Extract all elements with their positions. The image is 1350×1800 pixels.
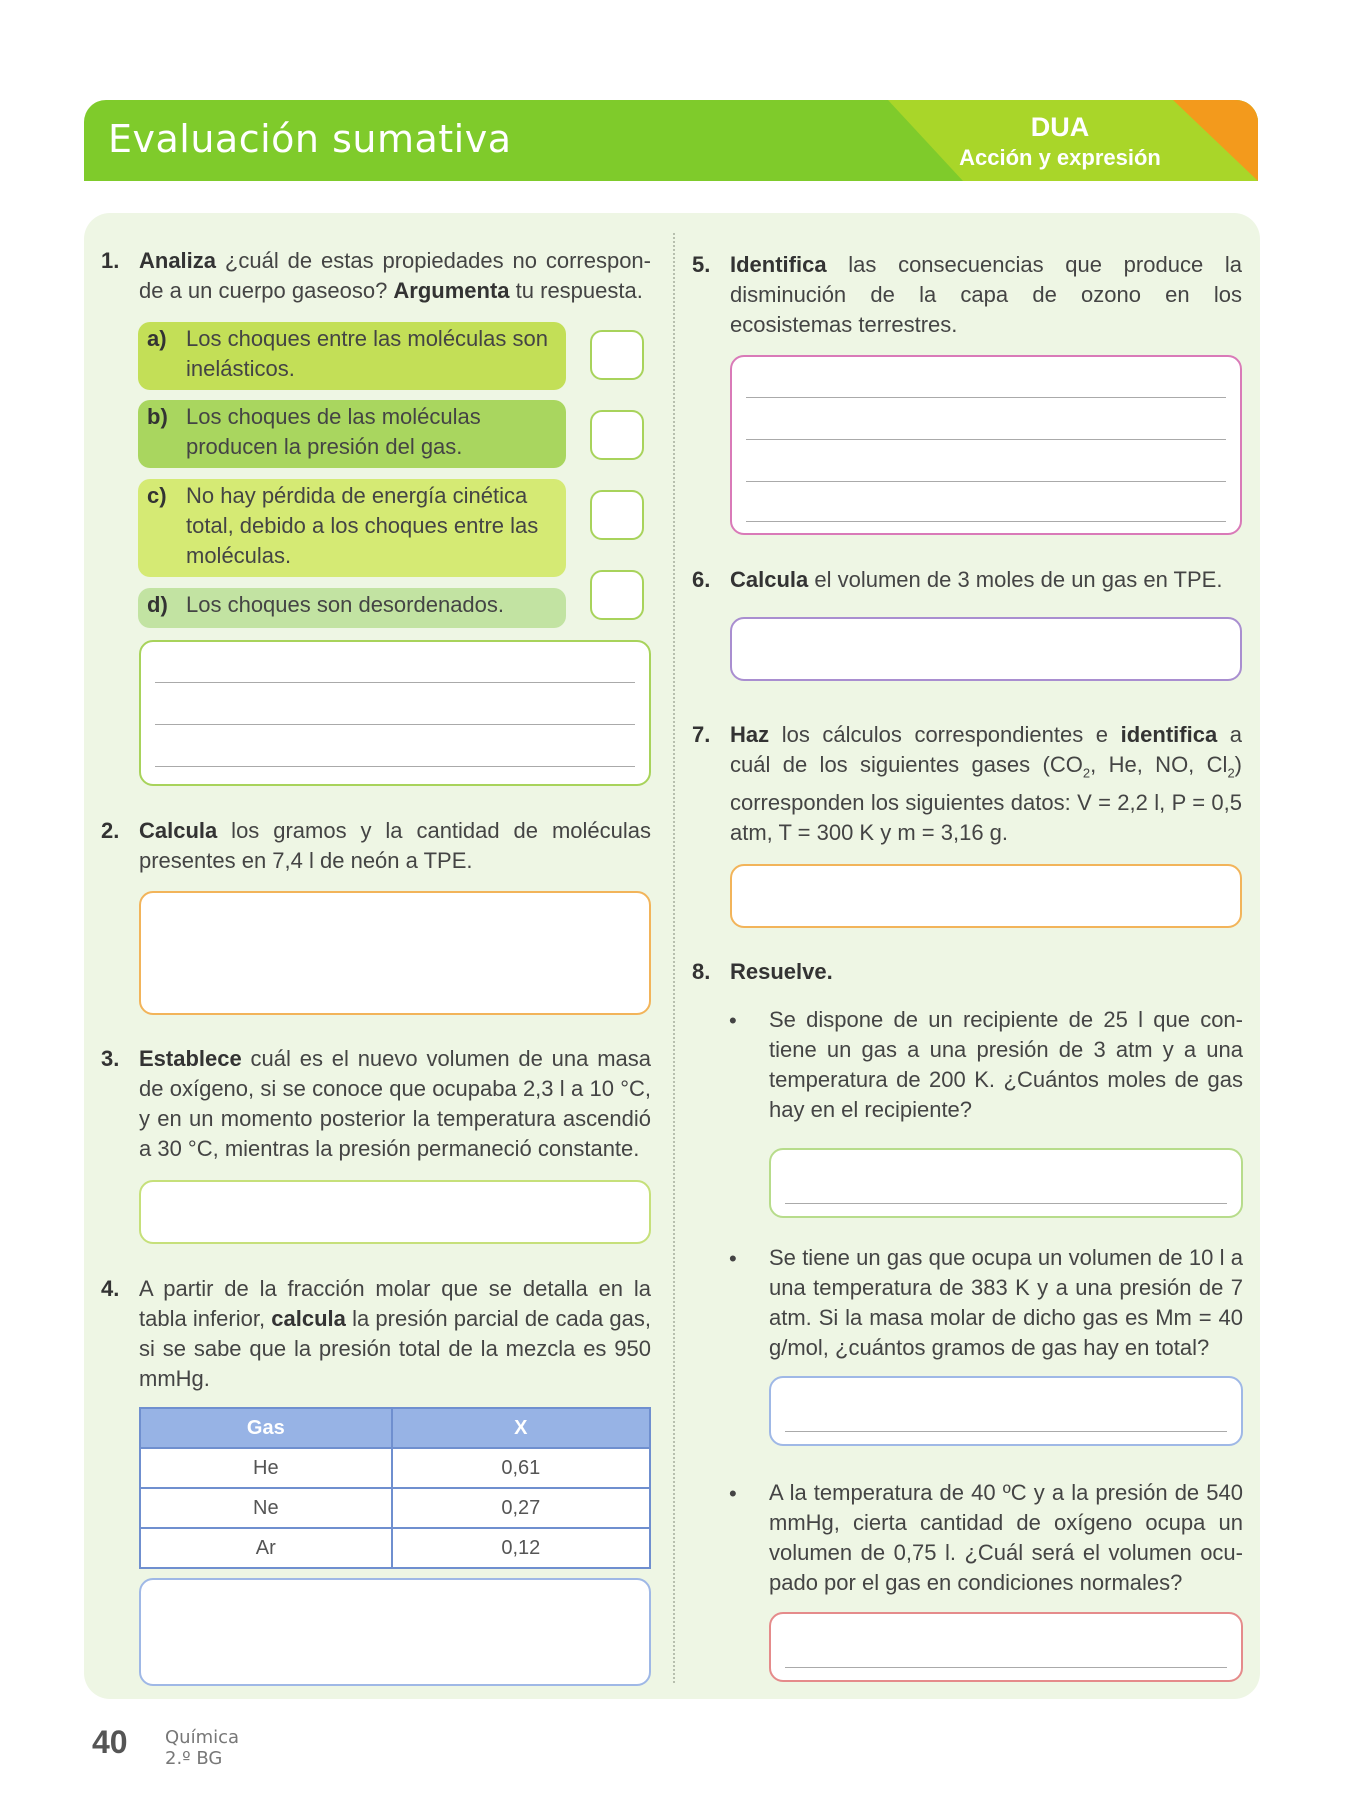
checkbox-c[interactable] [590, 490, 644, 540]
keyword: Calcula [730, 567, 809, 592]
bullet-icon: • [729, 1246, 737, 1271]
answer-box-8c[interactable] [769, 1612, 1243, 1682]
dua-label: DUA [1030, 112, 1090, 142]
answer-box-3[interactable] [139, 1180, 651, 1244]
answer-box-8a[interactable] [769, 1148, 1243, 1218]
keyword: calcula [271, 1306, 346, 1331]
column-header: Gas [140, 1408, 392, 1448]
keyword: Establece [139, 1046, 242, 1071]
column-divider [673, 233, 675, 1683]
table-row: Ar 0,12 [140, 1528, 650, 1568]
answer-box-1[interactable] [139, 640, 651, 786]
table-row: He 0,61 [140, 1448, 650, 1488]
answer-box-6[interactable] [730, 617, 1242, 681]
section-header [84, 100, 1258, 181]
dua-subtitle: Acción y expresión [959, 145, 1161, 170]
option-c: c) No hay pérdida de energía cinética total, debido a los choques entre las moléculas. [138, 479, 566, 577]
question-number: 6. [692, 567, 711, 592]
question-8 [692, 957, 1242, 987]
question-number: 4. [101, 1276, 120, 1301]
checkbox-d[interactable] [590, 570, 644, 620]
answer-box-7[interactable] [730, 864, 1242, 928]
table-header-row [140, 1408, 650, 1448]
checkbox-a[interactable] [590, 330, 644, 380]
option-d: d) Los choques son desordenados. [138, 588, 566, 628]
question-7: 7. Haz los cálculos correspondientes e identifica a cuál de los siguientes gases ($CO_2$, He, NO, $Cl_2$) corresponden los siguientes datos: V = 2,2 l, P = 0,5 atm, T = 300 K y m = 3,16 g. [692, 722, 1242, 846]
keyword: Identifica [730, 252, 827, 277]
answer-box-5[interactable] [730, 355, 1242, 535]
footer-subject: Química 2.º BG [165, 1727, 240, 1769]
answer-box-2[interactable] [139, 891, 651, 1015]
question-number: 2. [101, 818, 120, 843]
keyword: Haz [730, 722, 770, 747]
question-6: 6. Calcula el volumen de 3 moles de un gas en TPE. [730, 565, 1242, 595]
keyword: Calcula [139, 818, 218, 843]
keyword: Argumenta [393, 278, 510, 303]
answer-box-4[interactable] [139, 1578, 651, 1686]
question-2: 2. Calcula los gramos y la cantidad de moléculas presentes en 7,4 l de neón a TPE. [101, 818, 651, 873]
question-number: 1. [101, 248, 120, 273]
sub-question-3: A la temperatura de 40 ºC y a la presión de 540 mmHg, cierta cantidad de oxígeno ocupa un volumen de 0,75 l. ¿Cuál será el volumen ocupado por el gas en condiciones normales? [769, 1480, 1243, 1595]
column-header: X [392, 1408, 650, 1448]
keyword: Resuelve. [730, 959, 833, 984]
question-3: 3. Establece cuál es el nuevo volumen de una masa de oxígeno, si se conoce que ocupaba 2,3 l a 10 °C, y en un momento posterior la temperatura ascendió a 30 °C, mientras la presión permaneció constante. [101, 1046, 651, 1161]
option-b: b) Los choques de las moléculas producen la presión del gas. [138, 400, 566, 468]
sub-question-1: Se dispone de un recipiente de 25 l que contiene un gas a una presión de 3 atm y a una temperatura de 200 K. ¿Cuántos moles de gas hay en el recipiente? [769, 1007, 1243, 1122]
question-number: 8. [692, 959, 711, 984]
molar-fraction-table [139, 1407, 651, 1569]
option-a: a) Los choques entre las moléculas son inelásticos. [138, 322, 566, 390]
table-row: Ne 0,27 [140, 1488, 650, 1528]
checkbox-b[interactable] [590, 410, 644, 460]
sub-question-2: Se tiene un gas que ocupa un volumen de 10 l a una temperatura de 383 K y a una presión de 7 atm. Si la masa molar de dicho gas es Mm = 40 g/mol, ¿cuántos gramos de gas hay en total? [769, 1245, 1243, 1360]
keyword: identifica [1120, 722, 1218, 747]
answer-box-8b[interactable] [769, 1376, 1243, 1446]
keyword: Analiza [139, 248, 217, 273]
bullet-icon: • [729, 1481, 737, 1506]
question-number: 3. [101, 1046, 120, 1071]
section-title: Evaluación sumativa [108, 117, 512, 161]
question-5: 5. Identifica las consecuencias que produce la disminución de la capa de ozono en los ecosistemas terrestres. [692, 252, 1242, 337]
bullet-icon: • [729, 1008, 737, 1033]
page-number: 40 [92, 1724, 128, 1760]
question-number: 5. [692, 252, 711, 277]
question-1: 1. Analiza ¿cuál de estas propiedades no corresponde a un cuerpo gaseoso? Argumenta tu respuesta. [101, 248, 651, 303]
question-number: 7. [692, 722, 711, 747]
question-4: 4. A partir de la fracción molar que se detalla en la tabla inferior, calcula la presión parcial de cada gas, si se sabe que la presión total de la mezcla es 950 mmHg. [101, 1276, 651, 1391]
